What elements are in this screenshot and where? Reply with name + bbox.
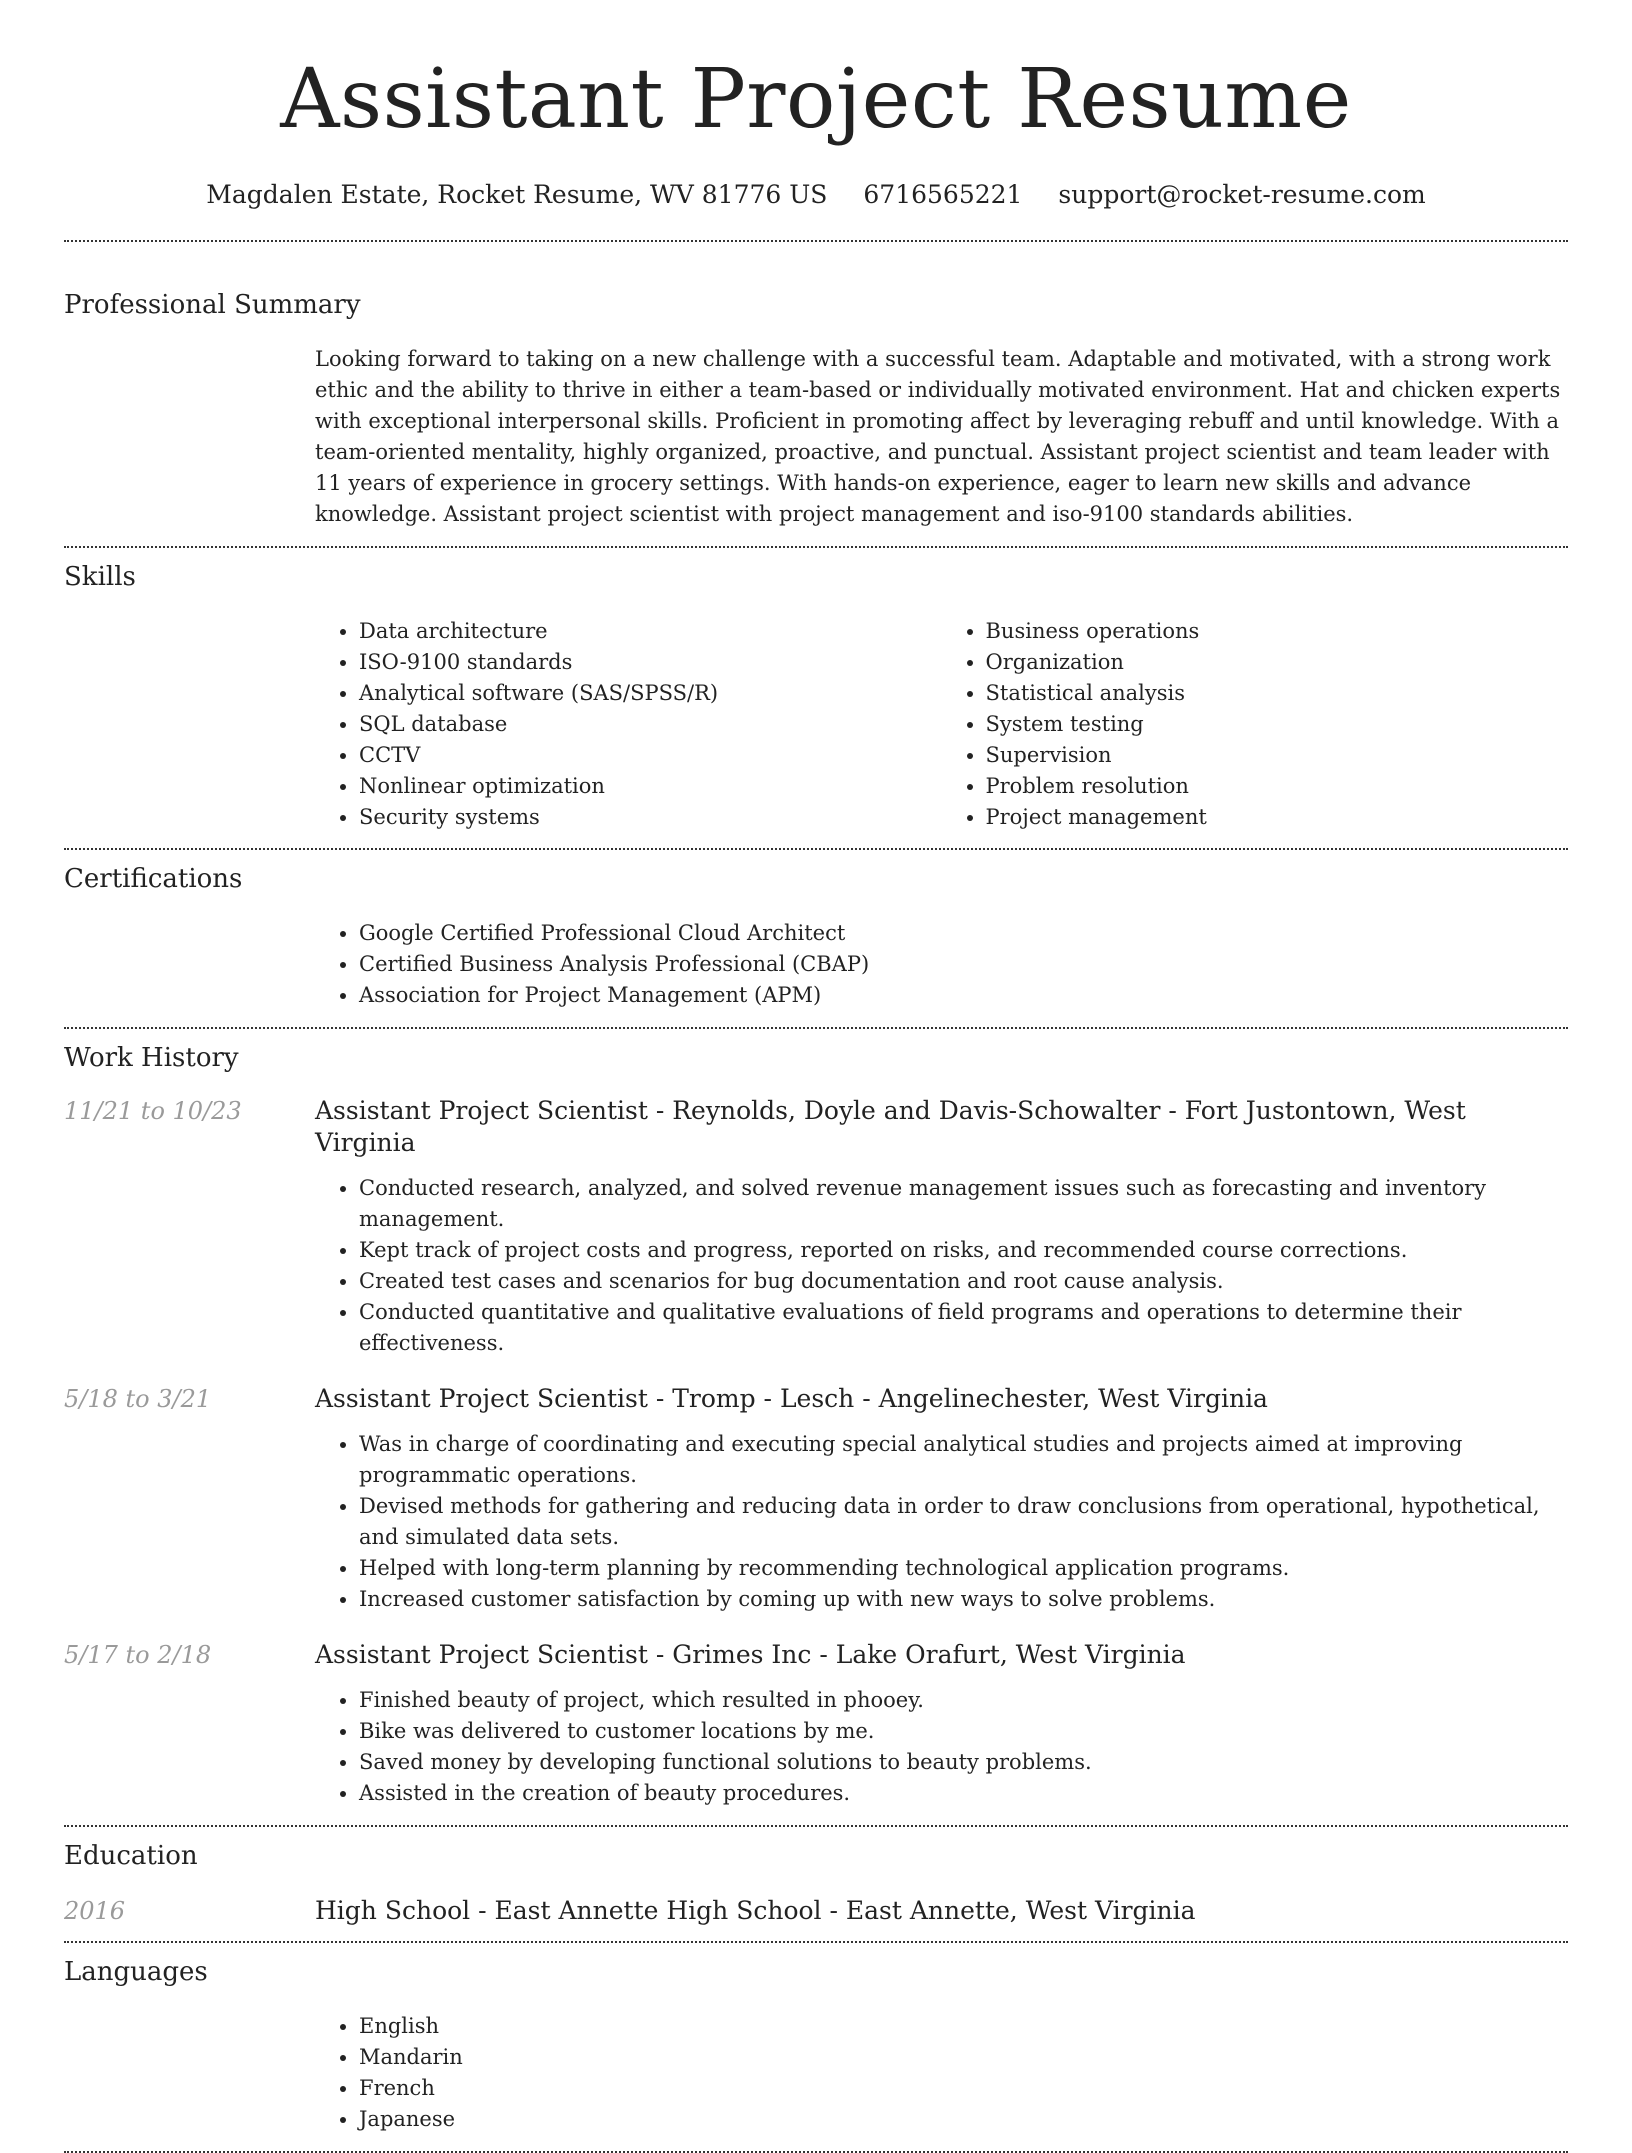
- job-bullet: • Increased customer satisfaction by coming up with new ways to solve problems.: [359, 1584, 1568, 1615]
- job-date: 5/18 to 3/21: [64, 1385, 212, 1413]
- work-history-list: [64, 1095, 1568, 1809]
- language-item: • Mandarin: [359, 2042, 1568, 2073]
- languages-content: [315, 2011, 1568, 2135]
- job-title: Assistant Project Scientist - Reynolds, Doyle and Davis-Schowalter - Fort Justontown, West Virginia: [315, 1096, 1466, 1157]
- job-bullet: • Conducted quantitative and qualitative evaluations of field programs and operations to determine their effectiveness.: [359, 1297, 1568, 1359]
- education-date: 2016: [64, 1897, 126, 1925]
- education-title: High School - East Annette High School - East Annette, West Virginia: [315, 1896, 1196, 1925]
- education-entry: [64, 1895, 1568, 1927]
- skill-item: • System testing: [986, 709, 1569, 740]
- job-bullets: [315, 1429, 1568, 1615]
- certifications-list: [315, 918, 1568, 1011]
- skill-item: • Business operations: [986, 616, 1569, 647]
- job-bullet: • Finished beauty of project, which resulted in phooey.: [359, 1685, 1568, 1716]
- skill-item: • Nonlinear optimization: [359, 771, 942, 802]
- job-body: [315, 1095, 1568, 1359]
- summary-text: Looking forward to taking on a new challenge with a successful team. Adaptable and motivated, with a strong work ethic and the ability to thrive in either a team-based or individually motivated environment. Hat and chicken experts with exceptional interpersonal skills. Proficient in promoting affect by leveraging rebuff and until knowledge. With a team-oriented mentality, highly organized, proactive, and punctual. Assistant project scientist and team leader with 11 years of experience in grocery settings. With hands-on experience, eager to learn new skills and advance knowledge. Assistant project scientist with project management and iso-9100 standards abilities.: [315, 347, 1561, 526]
- job-date: 11/21 to 10/23: [64, 1097, 242, 1125]
- section-title-skills: Skills: [64, 562, 136, 592]
- job-bullet: • Created test cases and scenarios for bug documentation and root cause analysis.: [359, 1266, 1568, 1297]
- job-bullet: • Helped with long-term planning by recommending technological application programs.: [359, 1553, 1568, 1584]
- certification-item: • Association for Project Management (APM): [359, 980, 1568, 1011]
- job-bullet: • Bike was delivered to customer locations by me.: [359, 1716, 1568, 1747]
- job-entry: [64, 1095, 1568, 1359]
- section-title-certifications: Certifications: [64, 864, 243, 894]
- job-body: [315, 1383, 1568, 1615]
- section-title-languages: Languages: [64, 1957, 208, 1987]
- skill-item: • SQL database: [359, 709, 942, 740]
- certifications-section: [64, 850, 1568, 1027]
- professional-summary-section: [64, 242, 1568, 546]
- job-title: Assistant Project Scientist - Grimes Inc - Lake Orafurt, West Virginia: [315, 1640, 1186, 1669]
- resume-title: Assistant Project Resume: [280, 52, 1352, 147]
- languages-list: [315, 2011, 1568, 2135]
- job-bullet: • Was in charge of coordinating and executing special analytical studies and projects aimed at improving programmatic operations.: [359, 1429, 1568, 1491]
- job-bullets: [315, 1173, 1568, 1359]
- job-bullets: [315, 1685, 1568, 1809]
- job-bullet: • Conducted research, analyzed, and solved revenue management issues such as forecasting and inventory management.: [359, 1173, 1568, 1235]
- job-entry: [64, 1383, 1568, 1615]
- skill-item: • Data architecture: [359, 616, 942, 647]
- skill-item: • Problem resolution: [986, 771, 1569, 802]
- summary-content: [315, 344, 1568, 546]
- contact-address: Magdalen Estate, Rocket Resume, WV 81776 US: [206, 180, 828, 209]
- skill-item: • Statistical analysis: [986, 678, 1569, 709]
- job-bullet: • Saved money by developing functional solutions to beauty problems.: [359, 1747, 1568, 1778]
- skills-list-right: [942, 616, 1569, 833]
- skill-item: • Analytical software (SAS/SPSS/R): [359, 678, 942, 709]
- resume-header: [64, 0, 1568, 212]
- languages-section: [64, 1943, 1568, 2151]
- job-body: [315, 1639, 1568, 1809]
- skill-item: • Organization: [986, 647, 1569, 678]
- certification-item: • Certified Business Analysis Professional (CBAP): [359, 949, 1568, 980]
- skill-item: • Project management: [986, 802, 1569, 833]
- job-date: 5/17 to 2/18: [64, 1641, 212, 1669]
- skills-section: [64, 548, 1568, 848]
- skill-item: • Supervision: [986, 740, 1569, 771]
- skills-list-left: [315, 616, 942, 833]
- job-title: Assistant Project Scientist - Tromp - Lesch - Angelinechester, West Virginia: [315, 1384, 1268, 1413]
- education-body: [315, 1895, 1568, 1927]
- education-section: [64, 1827, 1568, 1941]
- section-title-summary: Professional Summary: [64, 290, 361, 320]
- job-entry: [64, 1639, 1568, 1809]
- skill-item: • ISO-9100 standards: [359, 647, 942, 678]
- skill-item: • CCTV: [359, 740, 942, 771]
- work-history-section: [64, 1029, 1568, 1825]
- contact-email: support@rocket-resume.com: [1058, 180, 1426, 209]
- contact-phone: 6716565221: [863, 180, 1023, 209]
- certification-item: • Google Certified Professional Cloud Architect: [359, 918, 1568, 949]
- language-item: • Japanese: [359, 2104, 1568, 2135]
- skills-columns: [315, 616, 1568, 833]
- job-bullet: • Assisted in the creation of beauty procedures.: [359, 1778, 1568, 1809]
- language-item: • English: [359, 2011, 1568, 2042]
- contact-line: [64, 178, 1568, 212]
- certifications-content: [315, 918, 1568, 1011]
- section-title-education: Education: [64, 1841, 198, 1871]
- skill-item: • Security systems: [359, 802, 942, 833]
- language-item: • French: [359, 2073, 1568, 2104]
- job-bullet: • Devised methods for gathering and reducing data in order to draw conclusions from operational, hypothetical, and simulated data sets.: [359, 1491, 1568, 1553]
- job-bullet: • Kept track of project costs and progress, reported on risks, and recommended course corrections.: [359, 1235, 1568, 1266]
- section-title-work-history: Work History: [64, 1043, 239, 1073]
